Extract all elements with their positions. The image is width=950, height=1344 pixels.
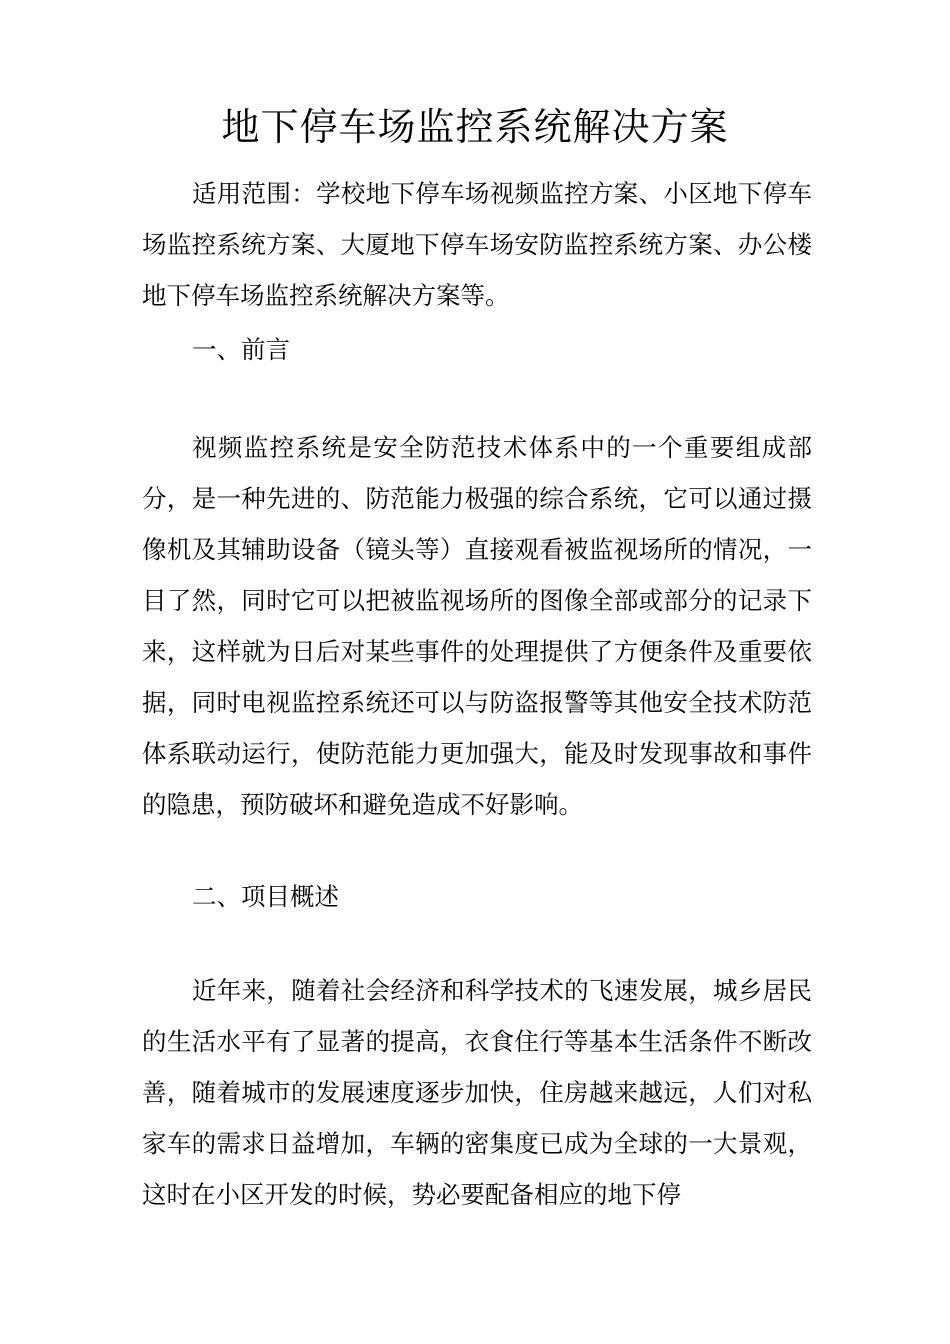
section-heading-overview: 二、项目概述 bbox=[192, 882, 339, 911]
section-heading-preface: 一、前言 bbox=[192, 335, 290, 364]
document-title: 地下停车场监控系统解决方案 bbox=[221, 105, 729, 149]
scope-paragraph: 适用范围：学校地下停车场视频监控方案、小区地下停车场监控系统方案、大厦地下停车场安防监控系统方案、办公楼地下停车场监控系统解决方案等。 bbox=[142, 179, 812, 310]
preface-paragraph: 视频监控系统是安全防范技术体系中的一个重要组成部分，是一种先进的、防范能力极强的综合系统，它可以通过摄像机及其辅助设备（镜头等）直接观看被监视场所的情况，一目了然，同时它可以把被监视场所的图像全部或部分的记录下来，这样就为日后对某些事件的处理提供了方便条件及重要依据，同时电视监控系统还可以与防盗报警等其他安全技术防范体系联动运行，使防范能力更加强大，能及时发现事故和事件的隐患，预防破坏和避免造成不好影响。 bbox=[142, 433, 812, 819]
overview-paragraph: 近年来，随着社会经济和科学技术的飞速发展，城乡居民的生活水平有了显著的提高，衣食住行等基本生活条件不断改善，随着城市的发展速度逐步加快，住房越来越远，人们对私家车的需求日益增加，车辆的密集度已成为全球的一大景观，这时在小区开发的时候，势必要配备相应的地下停 bbox=[142, 976, 812, 1209]
